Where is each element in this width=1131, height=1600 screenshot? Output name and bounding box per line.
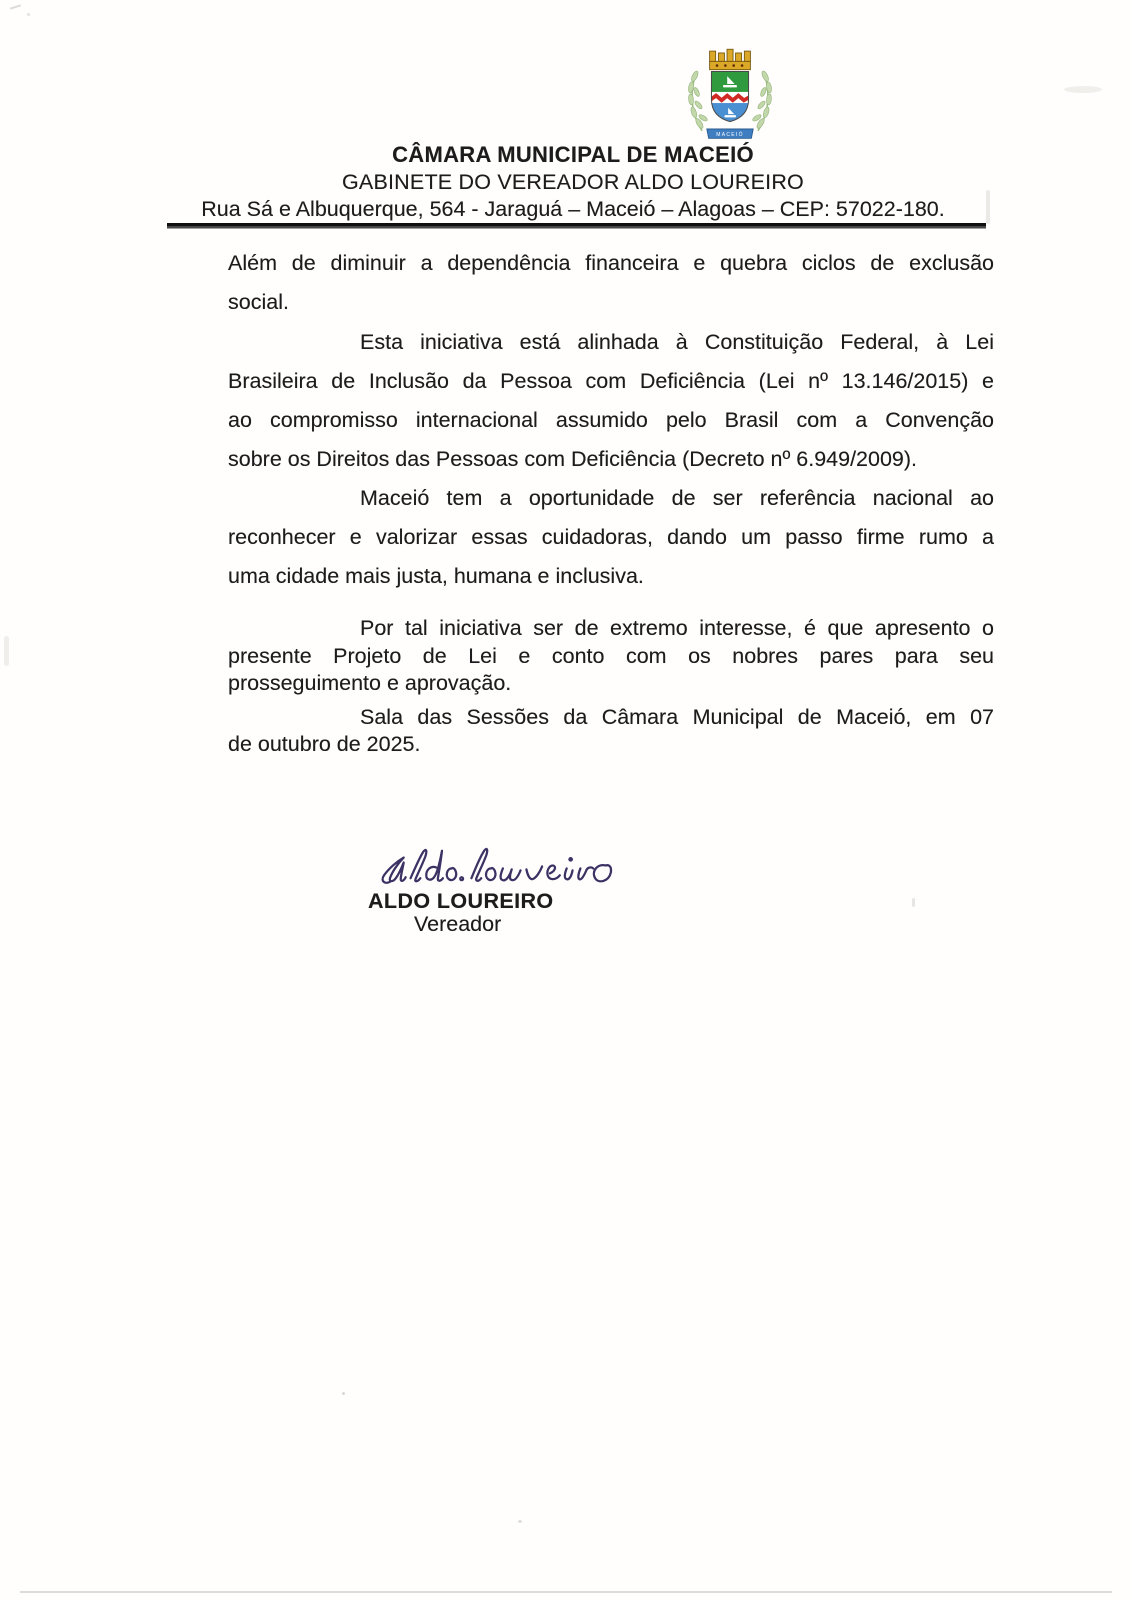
scan-artifact [912,898,915,907]
scan-artifact [20,1591,1112,1593]
body-line: social. [228,290,289,314]
body-line: uma cidade mais justa, humana e inclusiva. [228,564,644,588]
body-line: Além de diminuir a dependência financeira e quebra ciclos de exclusão [228,251,994,275]
paragraph [228,615,994,698]
office-name: GABINETE DO VEREADOR ALDO LOUREIRO [342,170,804,194]
handwritten-signature [374,836,616,890]
signer-role: Vereador [414,912,502,936]
body-line: Brasileira de Inclusão da Pessoa com Deficiência (Lei nº 13.146/2015) e [228,369,994,393]
scan-artifact [342,1392,345,1395]
body-line: sobre os Direitos das Pessoas com Deficiência (Decreto nº 6.949/2009). [228,447,918,471]
crest-banner [707,129,753,138]
scan-artifact [1064,86,1102,93]
maceio-coat-of-arms-icon [674,40,786,142]
scan-artifact [986,190,990,224]
scan-artifact [10,4,21,9]
body-line: ao compromisso internacional assumido pelo Brasil com a Convenção [228,408,994,432]
scan-artifact [4,636,9,666]
body-line: prosseguimento e aprovação. [228,671,512,696]
body-line: Sala das Sessões da Câmara Municipal de Maceió, em 07 [360,704,994,729]
header-divider [167,223,986,226]
body-line: presente Projeto de Lei e conto com os nobres pares para seu [228,643,994,668]
crest-banner-text: MACEIÓ [716,131,744,138]
address-line: Rua Sá e Albuquerque, 564 - Jaraguá – Maceió – Alagoas – CEP: 57022-180. [201,197,945,221]
scan-artifact [27,13,30,16]
body-line: Esta iniciativa está alinhada à Constituição Federal, à Lei [360,330,994,354]
scan-artifact [518,1520,522,1523]
document-body [228,244,994,759]
paragraph [228,244,994,322]
body-line: reconhecer e valorizar essas cuidadoras, dando um passo firme rumo a [228,525,994,549]
paragraph [228,704,994,759]
body-line: Por tal iniciativa ser de extremo interesse, é que apresento o [360,616,994,640]
body-line: de outubro de 2025. [228,732,421,757]
crown [710,49,751,69]
signer-name: ALDO LOUREIRO [368,889,554,913]
paragraph [228,323,994,479]
paragraph [228,479,994,596]
organization-name: CÂMARA MUNICIPAL DE MACEIÓ [392,142,754,167]
body-line: Maceió tem a oportunidade de ser referência nacional ao [360,486,994,510]
